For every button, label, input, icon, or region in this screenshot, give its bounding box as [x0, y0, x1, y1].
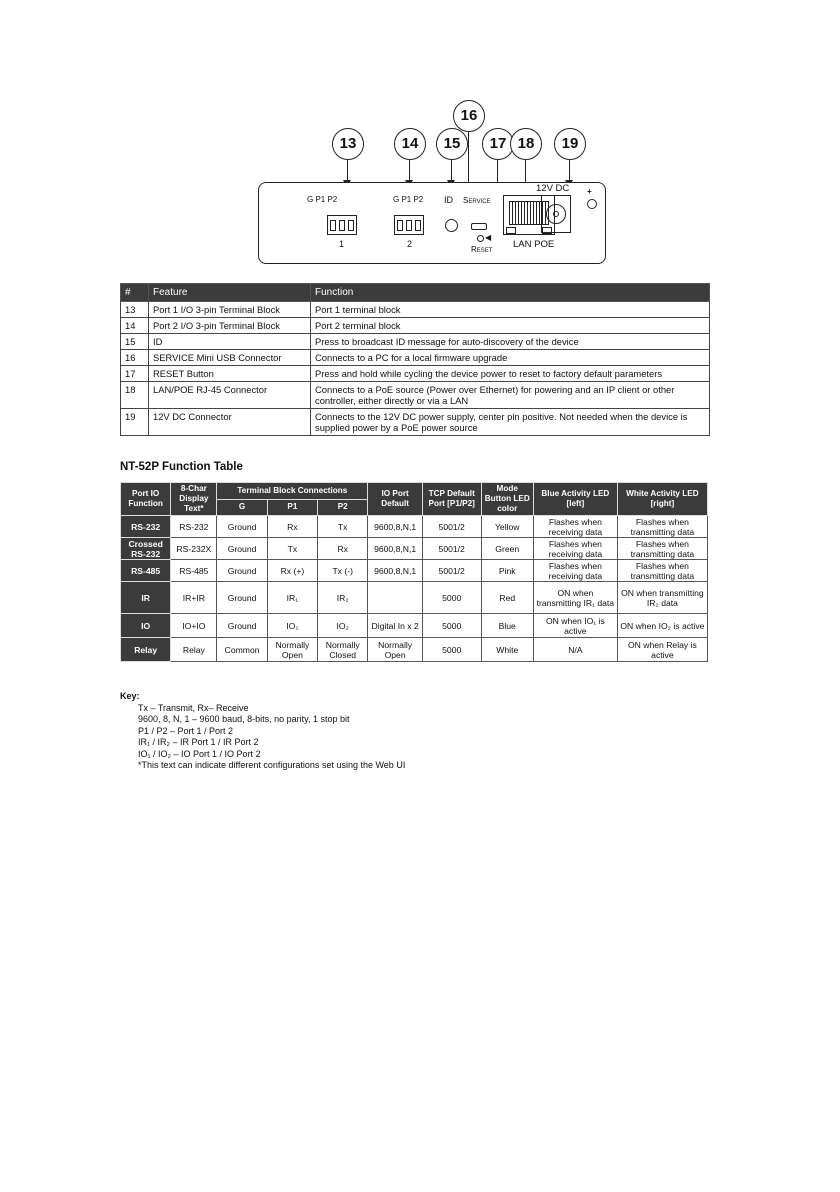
led-icon [506, 227, 516, 234]
col-header-terminal-block: Terminal Block Connections [217, 483, 368, 500]
pin-icon [406, 220, 412, 231]
table-row [121, 334, 710, 350]
cell-white-led: ON when transmitting IR₂ data [617, 582, 707, 614]
port2-terminal-block [394, 215, 424, 235]
features-table [120, 283, 710, 436]
cell-tcp-default: 5000 [422, 582, 481, 614]
cell-function: Port 2 terminal block [311, 318, 710, 334]
table-row [121, 382, 710, 409]
polarity-symbol-icon [587, 199, 597, 209]
table-row [121, 614, 708, 638]
cell-p2: Normally Closed [318, 638, 368, 662]
cell-display-text: RS-485 [171, 560, 217, 582]
table-header-row [121, 284, 710, 302]
leader-line-14 [409, 160, 410, 182]
cell-tcp-default: 5001/2 [422, 516, 481, 538]
reset-label: Reset [471, 245, 493, 254]
table-header-row [121, 483, 708, 500]
cell-function: Press to broadcast ID message for auto-discovery of the device [311, 334, 710, 350]
callout-16: 16 [453, 100, 485, 132]
cell-function: Connects to the 12V DC power supply, center pin positive. Not needed when the device is supplied power by a PoE power source [311, 409, 710, 436]
cell-feature: SERVICE Mini USB Connector [149, 350, 311, 366]
cell-display-text: IO+IO [171, 614, 217, 638]
dc-jack-ring-icon [546, 204, 566, 224]
cell-led-color: White [481, 638, 533, 662]
cell-p1: IO₁ [267, 614, 317, 638]
pin-icon [397, 220, 403, 231]
port2-pins-label: G P1 P2 [393, 195, 424, 204]
table-row [121, 582, 708, 614]
cell-blue-led: ON when IO₁ is active [533, 614, 617, 638]
rear-panel [258, 182, 606, 264]
cell-led-color: Red [481, 582, 533, 614]
cell-display-text: RS-232 [171, 516, 217, 538]
cell-led-color: Yellow [481, 516, 533, 538]
cell-white-led: Flashes when transmitting data [617, 538, 707, 560]
id-label: ID [444, 195, 453, 205]
cell-p2: Rx [318, 538, 368, 560]
cell-function: Connects to a PC for a local firmware upgrade [311, 350, 710, 366]
cell-blue-led: Flashes when receiving data [533, 560, 617, 582]
cell-function: Port 1 terminal block [311, 302, 710, 318]
table-row [121, 538, 708, 560]
col-header-display-text: 8-Char Display Text* [171, 483, 217, 516]
col-header-p2: P2 [318, 499, 368, 516]
cell-p2: IR₂ [318, 582, 368, 614]
cell-feature: Port 2 I/O 3-pin Terminal Block [149, 318, 311, 334]
cell-white-led: Flashes when transmitting data [617, 516, 707, 538]
cell-number: 19 [121, 409, 149, 436]
cell-g: Ground [217, 538, 267, 560]
leader-line-19 [569, 160, 570, 182]
cell-p2: Tx (-) [318, 560, 368, 582]
cell-tcp-default: 5000 [422, 614, 481, 638]
col-header-p1: P1 [267, 499, 317, 516]
cell-port-function: Relay [121, 638, 171, 662]
key-item: 9600, 8, N, 1 – 9600 baud, 8-bits, no parity, 1 stop bit [138, 714, 350, 724]
cell-g: Ground [217, 582, 267, 614]
cell-p1: Tx [267, 538, 317, 560]
pin-icon [339, 220, 345, 231]
cell-feature: RESET Button [149, 366, 311, 382]
port1-pins-label: G P1 P2 [307, 195, 338, 204]
lan-poe-label: LAN POE [513, 239, 555, 250]
key-item: Tx – Transmit, Rx– Receive [138, 702, 249, 713]
callout-13: 13 [332, 128, 364, 160]
cell-white-led: ON when Relay is active [617, 638, 707, 662]
dc-label: 12V DC [536, 183, 570, 194]
col-header-g: G [217, 499, 267, 516]
callout-19: 19 [554, 128, 586, 160]
cell-p1: IR₁ [267, 582, 317, 614]
key-item: P1 / P2 – Port 1 / Port 2 [138, 725, 234, 736]
reset-arrow-icon: ◀ [485, 233, 492, 242]
table-row [121, 350, 710, 366]
cell-tcp-default: 5001/2 [422, 538, 481, 560]
cell-number: 14 [121, 318, 149, 334]
cell-feature: Port 1 I/O 3-pin Terminal Block [149, 302, 311, 318]
cell-function: Connects to a PoE source (Power over Ethernet) for powering and an IP client or other controller, either directly or via a LAN [311, 382, 710, 409]
cell-number: 18 [121, 382, 149, 409]
cell-blue-led: Flashes when receiving data [533, 538, 617, 560]
key-legend [120, 691, 405, 772]
col-header-mode-button: Mode Button LED color [481, 483, 533, 516]
port1-number: 1 [339, 239, 345, 249]
cell-tcp-default: 5000 [422, 638, 481, 662]
cell-feature: ID [149, 334, 311, 350]
col-header-io-port-default: IO Port Default [368, 483, 423, 516]
col-header-port-io: Port IO Function [121, 483, 171, 516]
mini-usb-connector-icon [471, 223, 487, 230]
polarity-plus-label: + [587, 187, 592, 196]
cell-io-default: 9600,8,N,1 [368, 560, 423, 582]
cell-io-default: Normally Open [368, 638, 423, 662]
col-header-blue-led: Blue Activity LED [left] [533, 483, 617, 516]
function-table [120, 482, 708, 662]
cell-p1: Rx [267, 516, 317, 538]
cell-number: 13 [121, 302, 149, 318]
cell-g: Ground [217, 560, 267, 582]
cell-white-led: ON when IO₂ is active [617, 614, 707, 638]
cell-p2: IO₂ [318, 614, 368, 638]
table-row [121, 638, 708, 662]
cell-function: Press and hold while cycling the device power to reset to factory default parameters [311, 366, 710, 382]
port2-number: 2 [407, 239, 413, 249]
table-row [121, 560, 708, 582]
cell-number: 17 [121, 366, 149, 382]
cell-led-color: Blue [481, 614, 533, 638]
cell-display-text: RS-232X [171, 538, 217, 560]
table-row [121, 516, 708, 538]
cell-g: Ground [217, 614, 267, 638]
leader-line-15 [451, 160, 452, 182]
callout-14: 14 [394, 128, 426, 160]
cell-blue-led: N/A [533, 638, 617, 662]
cell-feature: LAN/POE RJ-45 Connector [149, 382, 311, 409]
cell-io-default: Digital In x 2 [368, 614, 423, 638]
cell-led-color: Pink [481, 560, 533, 582]
cell-blue-led: Flashes when receiving data [533, 516, 617, 538]
cell-p2: Tx [318, 516, 368, 538]
leader-line-13 [347, 160, 348, 182]
cell-number: 15 [121, 334, 149, 350]
col-header-feature: Feature [149, 284, 311, 302]
cell-port-function: Crossed RS-232 [121, 538, 171, 560]
table-row [121, 318, 710, 334]
cell-port-function: IR [121, 582, 171, 614]
key-item: IR₁ / IR₂ – IR Port 1 / IR Port 2 [138, 737, 259, 747]
cell-display-text: Relay [171, 638, 217, 662]
dc-power-jack [541, 195, 571, 233]
key-item: *This text can indicate different configurations set using the Web UI [138, 760, 406, 770]
cell-io-default: 9600,8,N,1 [368, 538, 423, 560]
cell-g: Ground [217, 516, 267, 538]
cell-g: Common [217, 638, 267, 662]
cell-tcp-default: 5001/2 [422, 560, 481, 582]
cell-feature: 12V DC Connector [149, 409, 311, 436]
pin-icon [330, 220, 336, 231]
cell-p1: Normally Open [267, 638, 317, 662]
col-header-number: # [121, 284, 149, 302]
col-header-white-led: White Activity LED [right] [617, 483, 707, 516]
cell-port-function: RS-485 [121, 560, 171, 582]
reset-button-icon [477, 235, 484, 242]
device-rear-panel-diagram [250, 100, 610, 265]
callout-17: 17 [482, 128, 514, 160]
cell-port-function: IO [121, 614, 171, 638]
cell-number: 16 [121, 350, 149, 366]
callout-15: 15 [436, 128, 468, 160]
pin-icon [348, 220, 354, 231]
key-item: IO₁ / IO₂ – IO Port 1 / IO Port 2 [138, 748, 261, 759]
cell-white-led: Flashes when transmitting data [617, 560, 707, 582]
cell-blue-led: ON when transmitting IR₁ data [533, 582, 617, 614]
dc-center-pin-icon [553, 211, 559, 217]
function-table-title: NT-52P Function Table [120, 461, 243, 473]
callout-18: 18 [510, 128, 542, 160]
cell-p1: Rx (+) [267, 560, 317, 582]
cell-port-function: RS-232 [121, 516, 171, 538]
table-row [121, 409, 710, 436]
cell-display-text: IR+IR [171, 582, 217, 614]
service-label: Service [463, 196, 491, 205]
col-header-tcp-default: TCP Default Port [P1/P2] [422, 483, 481, 516]
cell-led-color: Green [481, 538, 533, 560]
key-label: Key: [120, 691, 140, 701]
port1-terminal-block [327, 215, 357, 235]
table-row [121, 302, 710, 318]
cell-io-default: 9600,8,N,1 [368, 516, 423, 538]
id-button-icon [445, 219, 458, 232]
pin-icon [415, 220, 421, 231]
cell-io-default [368, 582, 423, 614]
table-row [121, 366, 710, 382]
col-header-function: Function [311, 284, 710, 302]
